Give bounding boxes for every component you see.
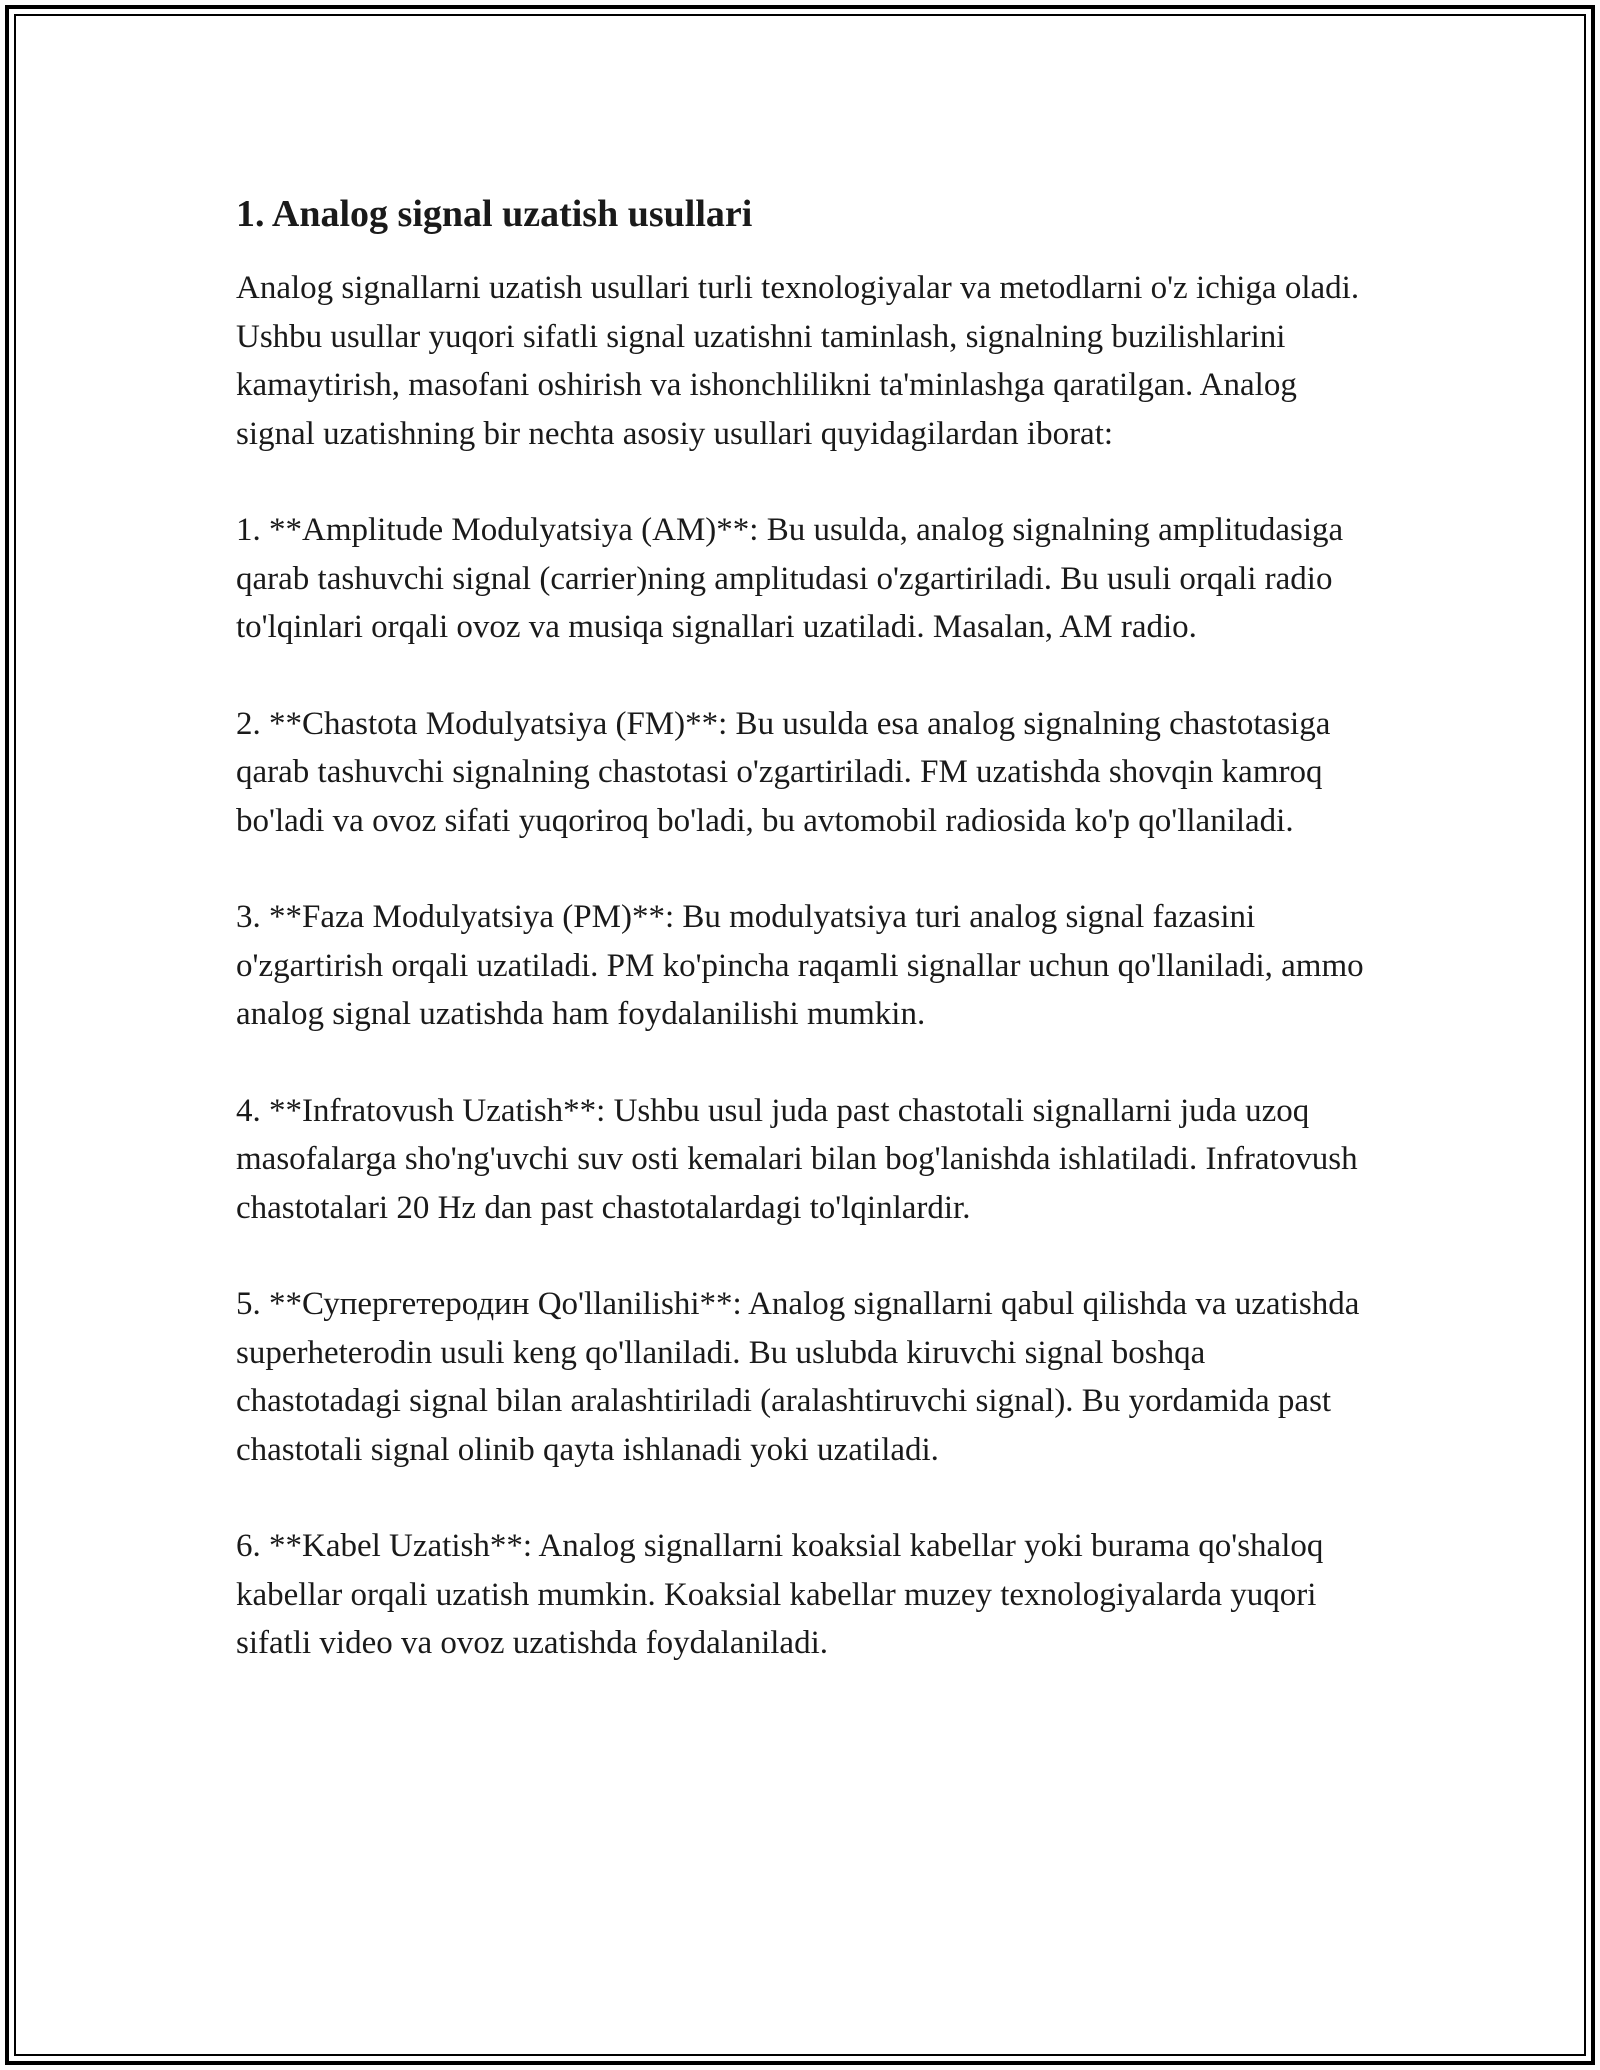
intro-paragraph: Analog signallarni uzatish usullari turli texnologiyalar va metodlarni o'z ichiga oladi. Ushbu usullar yuqori sifatli signal uzatishni taminlash, signalning buzilishlarini kamaytirish, masofani oshirish va ishonchlilikni ta'minlashga qaratilgan. Analog signal uzatishning bir nechta asosiy usullari quyidagilardan iborat: bbox=[236, 270, 1360, 452]
list-item-fm: 2. **Chastota Modulyatsiya (FM)**: Bu usulda esa analog signalning chastotasiga qarab tashuvchi signalning chastotasi o'zgartiriladi. FM uzatishda shovqin kamroq bo'ladi va ovoz sifati yuqoriroq bo'ladi, bu avtomobil radiosida ko'p qo'llaniladi. bbox=[236, 705, 1331, 839]
list-item-infrasound: 4. **Infratovush Uzatish**: Ushbu usul juda past chastotali signallarni juda uzoq masofalarga sho'ng'uvchi suv osti kemalari bilan bog'lanishda ishlatiladi. Infratovush chastotalari 20 Hz dan past chastotalardagi to'lqinlardir. bbox=[236, 1092, 1358, 1226]
document-body bbox=[236, 186, 1366, 1716]
list-item-pm: 3. **Faza Modulyatsiya (PM)**: Bu modulyatsiya turi analog signal fazasini o'zgartirish orqali uzatiladi. PM ko'pincha raqamli signallar uchun qo'llaniladi, ammo analog signal uzatishda ham foydalanilishi mumkin. bbox=[236, 899, 1364, 1032]
list-item-superheterodyne: 5. **Супергетеродин Qo'llanilishi**: Analog signallarni qabul qilishda va uzatishda superheterodin usuli keng qo'llaniladi. Bu uslubda kiruvchi signal boshqa chastotadagi signal bilan aralashtiriladi (aralashtiruvchi signal). Bu yordamida past chastotali signal olinib qayta ishlanadi yoki uzatiladi. bbox=[236, 1286, 1360, 1468]
list-item-am: 1. **Amplitude Modulyatsiya (AM)**: Bu usulda, analog signalning amplitudasiga qarab tashuvchi signal (carrier)ning amplitudasi o'zgartiriladi. Bu usuli orqali radio to'lqinlari orqali ovoz va musiqa signallari uzatiladi. Masalan, AM radio. bbox=[236, 512, 1344, 645]
document-title: 1. Analog signal uzatish usullari bbox=[236, 193, 753, 235]
list-item-cable: 6. **Kabel Uzatish**: Analog signallarni koaksial kabellar yoki burama qo'shaloq kabellar orqali uzatish mumkin. Koaksial kabellar muzey texnologiyalarda yuqori sifatli video va ovoz uzatishda foydalaniladi. bbox=[236, 1528, 1324, 1661]
